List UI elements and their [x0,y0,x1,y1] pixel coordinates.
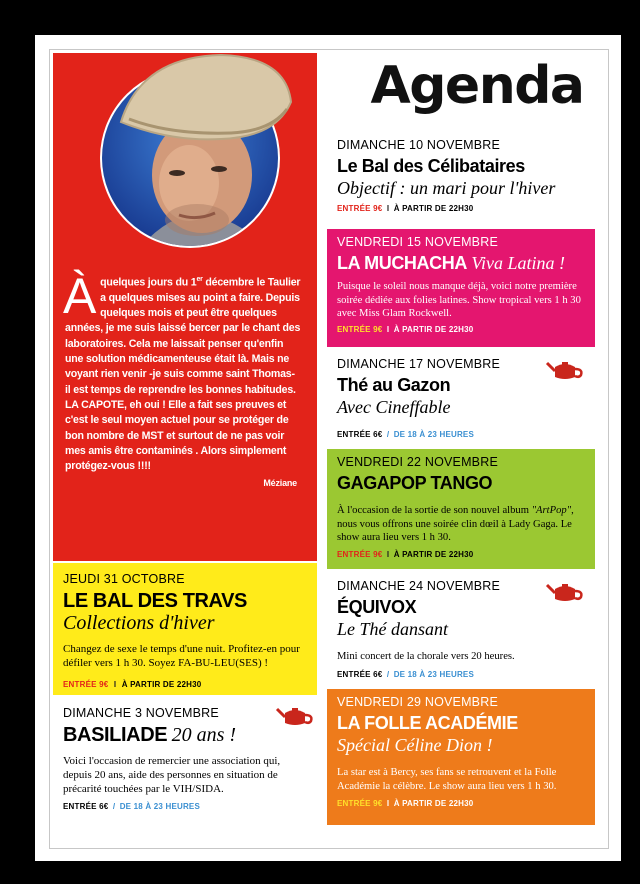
editorial-block [53,53,317,561]
event-description: Changez de sexe le temps d'une nuit. Profitez-en pour défiler vers 1 h 30. Soyez FA-BU-LEU(SES) ! [63,643,300,669]
event-price-line [337,204,585,214]
teapot-icon [273,703,317,727]
event-date: JEUDI 31 OCTOBRE [63,572,185,586]
event-price-line [63,680,307,690]
event-subtitle: Le Thé dansant [337,619,449,639]
event-date: DIMANCHE 17 NOVEMBRE [337,357,501,371]
editorial-body: décembre le Taulier a quelques mises au point a faire. Depuis quelques mois et peut être quelques années, je me suis laissé bercer par le chant des laboratoires. Cela me laissait penser qu'enfin une solution médicamenteuse était là. Mais ne voyant rien venir -je suis comme saint Thomas- il est temps de reprendre les bonnes habitudes. LA CAPOTE, eh oui ! Elle a fait ses preuves et c'est le seul moyen actuel pour se protéger de bon nombre de MST et surtout de ne pas voir mes amis être contaminés . Alors simplement protégez-vous !!!! [65,276,301,473]
event-card [327,573,595,685]
event-description-part: À l'occasion de la sortie de son nouvel album [337,505,532,516]
event-price: ENTRÉE 6€ [63,802,109,811]
event-price: ENTRÉE 9€ [337,799,383,808]
event-date: DIMANCHE 10 NOVEMBRE [337,138,501,152]
event-subtitle: Collections d'hiver [63,612,215,634]
editorial-signature: Méziane [263,478,297,489]
event-title: GAGAPOP TANGO [337,473,493,493]
event-subtitle: 20 ans ! [171,724,237,746]
event-title: LA MUCHACHA [337,253,467,273]
event-price: ENTRÉE 9€ [63,680,109,689]
teapot-icon [543,579,587,603]
event-card [327,351,595,445]
event-title: LA FOLLE ACADÉMIE [337,713,518,733]
event-card [53,563,317,695]
event-price-line [337,799,585,809]
event-date: VENDREDI 22 NOVEMBRE [337,455,498,469]
event-card [327,133,595,227]
event-price: ENTRÉE 9€ [337,549,383,559]
event-title: Thé au Gazon [337,375,451,395]
event-date: DIMANCHE 3 NOVEMBRE [63,706,219,720]
cap-image [101,47,301,157]
event-price-line [337,430,585,440]
event-time: À PARTIR DE 22H30 [121,680,202,689]
event-price: ENTRÉE 9€ [337,324,383,334]
event-separator: I [386,204,390,213]
event-description: Voici l'occasion de remercier une association qui, depuis 20 ans, aide des personnes en situation de précarité touchées par le VIH/SIDA. [63,755,281,795]
event-separator: / [112,802,116,811]
event-date: VENDREDI 15 NOVEMBRE [337,235,498,249]
event-date: VENDREDI 29 NOVEMBRE [337,695,498,709]
event-separator: / [386,430,390,439]
event-subtitle: Viva Latina ! [471,253,566,273]
event-title: ÉQUIVOX [337,597,417,617]
event-title: LE BAL DES TRAVS [63,590,247,612]
event-separator: I [386,549,390,559]
editorial-sup: er [196,276,203,283]
event-price-line [63,802,307,812]
event-time: DE 18 À 23 HEURES [393,670,475,679]
event-separator: / [386,670,390,679]
event-time: À PARTIR DE 22H30 [393,324,474,334]
event-price: ENTRÉE 6€ [337,670,383,679]
event-separator: I [113,680,117,689]
drop-cap: À [63,268,97,324]
event-title: Le Bal des Célibataires [337,156,525,176]
event-price: ENTRÉE 6€ [337,430,383,439]
event-card [53,699,317,825]
agenda-title: Agenda [370,56,584,116]
event-description: Puisque le soleil nous manque déjà, voici notre première soirée dédiée aux folies latines. Show tropical vers 1 h 30 avec Miss Glam Rockwell. [337,281,581,319]
event-date: DIMANCHE 24 NOVEMBRE [337,579,501,593]
event-subtitle: Objectif : un mari pour l'hiver [337,178,556,198]
editorial-lead: quelques jours du 1 [100,276,197,289]
event-card [327,229,595,347]
portrait-photo [97,65,283,251]
event-time: À PARTIR DE 22H30 [393,204,474,213]
event-description [337,504,585,545]
event-price-line [337,550,585,560]
editorial-text [63,268,301,492]
event-price-line [337,670,585,680]
event-description: Mini concert de la chorale vers 20 heures. [337,651,515,662]
teapot-icon [543,357,587,381]
event-description-album: "ArtPop" [531,505,572,516]
event-time: À PARTIR DE 22H30 [393,799,474,808]
page [35,35,621,861]
event-price-line [337,325,585,335]
event-separator: I [386,799,390,808]
event-card [327,689,595,825]
event-subtitle: Avec Cineffable [337,397,451,417]
event-time: DE 18 À 23 HEURES [119,802,201,811]
event-title: BASILIADE [63,724,168,746]
event-price: ENTRÉE 9€ [337,204,383,213]
event-separator: I [386,324,390,334]
event-time: DE 18 À 23 HEURES [393,430,475,439]
event-card [327,449,595,569]
event-description-part: , nous vous offrons une soirée clin dœil à Lady Gaga. Le show aura lieu vers 1 h 30. [337,505,574,543]
event-subtitle: Spécial Céline Dion ! [337,735,493,755]
event-description: La star est à Bercy, ses fans se retrouvent et la Folle Académie la célèbre. Le show aura lieu vers 1 h 30. [337,767,557,792]
event-time: À PARTIR DE 22H30 [393,549,474,559]
